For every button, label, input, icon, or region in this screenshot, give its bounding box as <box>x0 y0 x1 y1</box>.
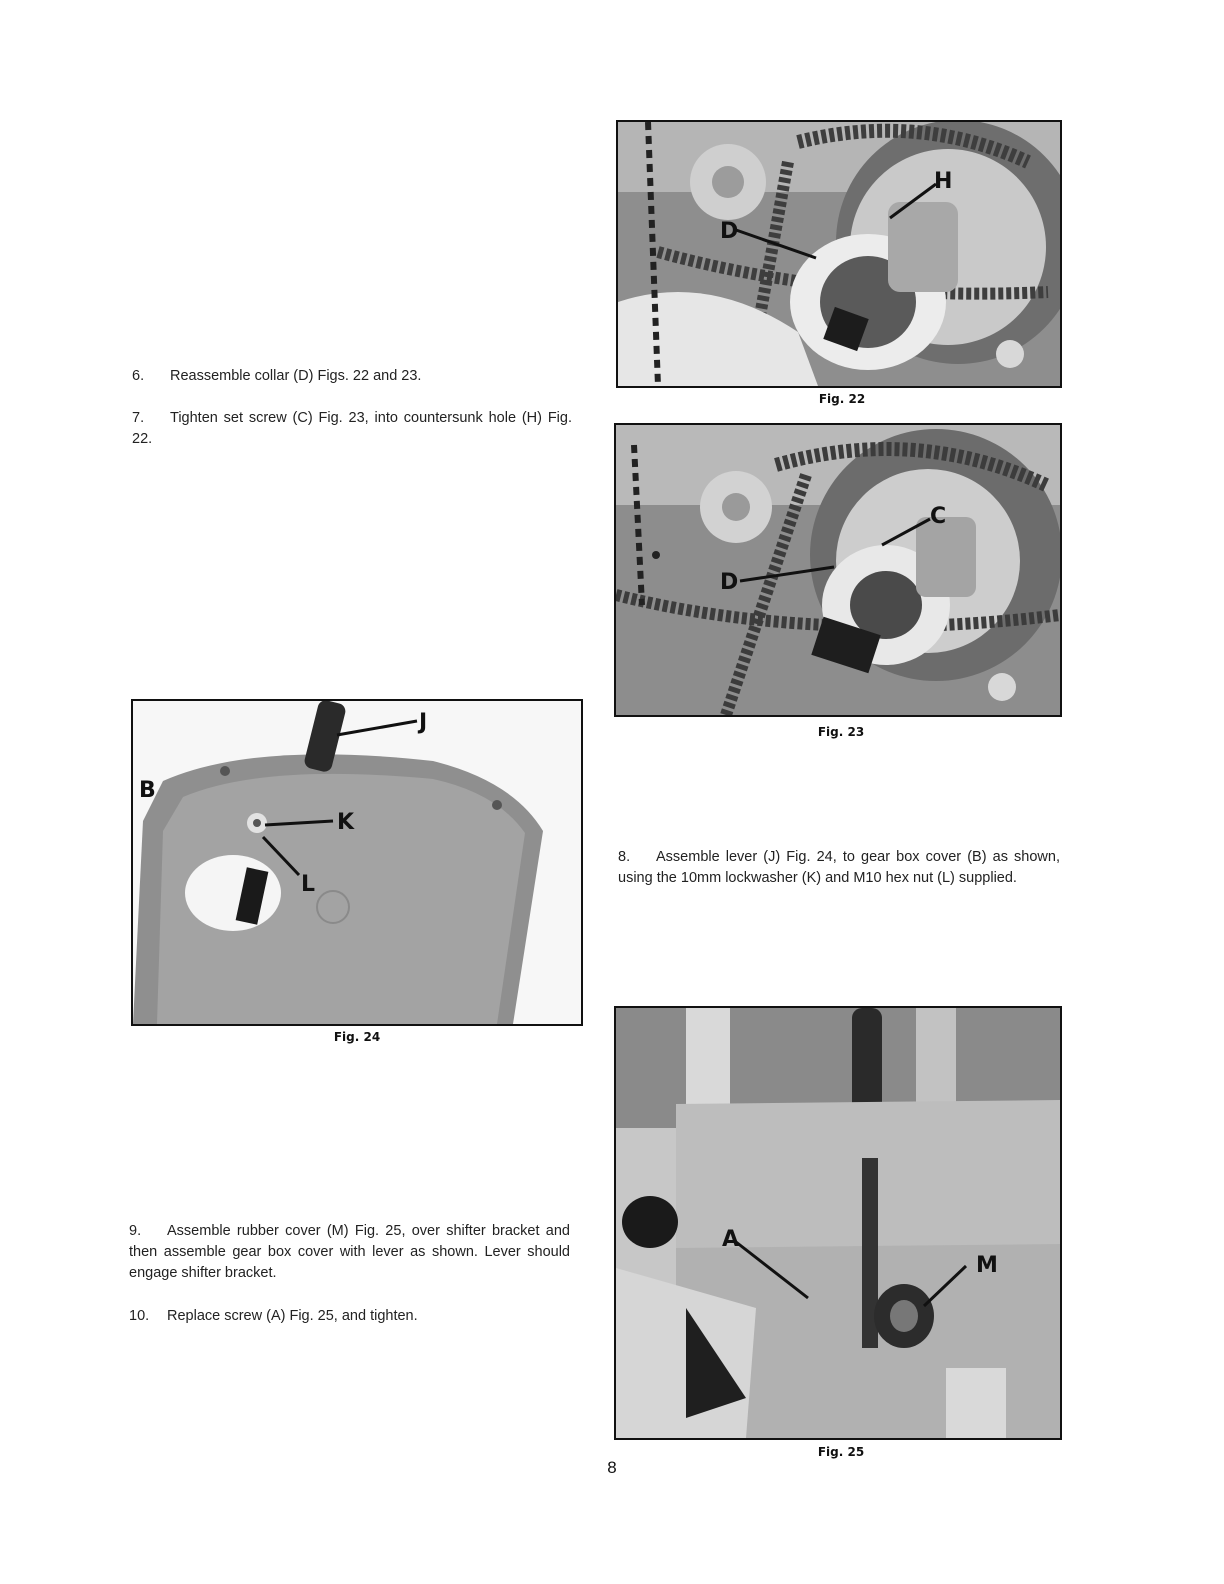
figure-25-caption: Fig. 25 <box>817 1445 865 1459</box>
step-text: Assemble lever (J) Fig. 24, to gear box cover (B) as shown, using the 10mm lockwasher (K) and M10 hex nut (L) supplied. <box>618 849 1060 886</box>
step-text: Reassemble collar (D) Figs. 22 and 23. <box>170 368 422 384</box>
callout-d: D <box>720 219 739 244</box>
figure-23-illustration <box>616 425 1060 715</box>
step-number: 10. <box>129 1308 150 1324</box>
callout-h: H <box>934 169 953 194</box>
callout-d: D <box>720 570 739 595</box>
figure-24-illustration <box>133 701 581 1024</box>
step-text: Tighten set screw (C) Fig. 23, into countersunk hole (H) Fig. 22. <box>132 410 572 447</box>
figure-25-photo <box>614 1006 1062 1440</box>
step-text: Replace screw (A) Fig. 25, and tighten. <box>167 1308 418 1324</box>
callout-b: B <box>139 778 156 803</box>
figure-22-caption: Fig. 22 <box>818 392 866 406</box>
figure-24-caption: Fig. 24 <box>333 1030 381 1044</box>
callout-j: J <box>419 710 428 735</box>
callout-c: C <box>930 504 947 529</box>
callout-a: A <box>722 1227 740 1252</box>
figure-23-caption: Fig. 23 <box>817 725 865 739</box>
step-number: 9. <box>129 1223 142 1239</box>
callout-k: K <box>337 810 355 835</box>
page-number: 8 <box>607 1458 617 1477</box>
step-8 <box>618 847 1060 889</box>
step-number: 7. <box>132 410 145 426</box>
step-number: 6. <box>132 368 145 384</box>
figure-24-photo <box>131 699 583 1026</box>
step-number: 8. <box>618 849 631 865</box>
callout-m: M <box>976 1253 998 1278</box>
figure-22-illustration <box>618 122 1060 386</box>
figure-22-photo <box>616 120 1062 388</box>
step-6 <box>132 366 572 387</box>
step-7 <box>132 408 572 450</box>
figure-23-photo <box>614 423 1062 717</box>
step-9 <box>129 1221 570 1284</box>
step-text: Assemble rubber cover (M) Fig. 25, over shifter bracket and then assemble gear box cover with lever as shown. Lever should engage shifter bracket. <box>129 1223 570 1281</box>
callout-l: L <box>301 872 316 897</box>
figure-25-illustration <box>616 1008 1060 1438</box>
step-10 <box>129 1306 570 1327</box>
